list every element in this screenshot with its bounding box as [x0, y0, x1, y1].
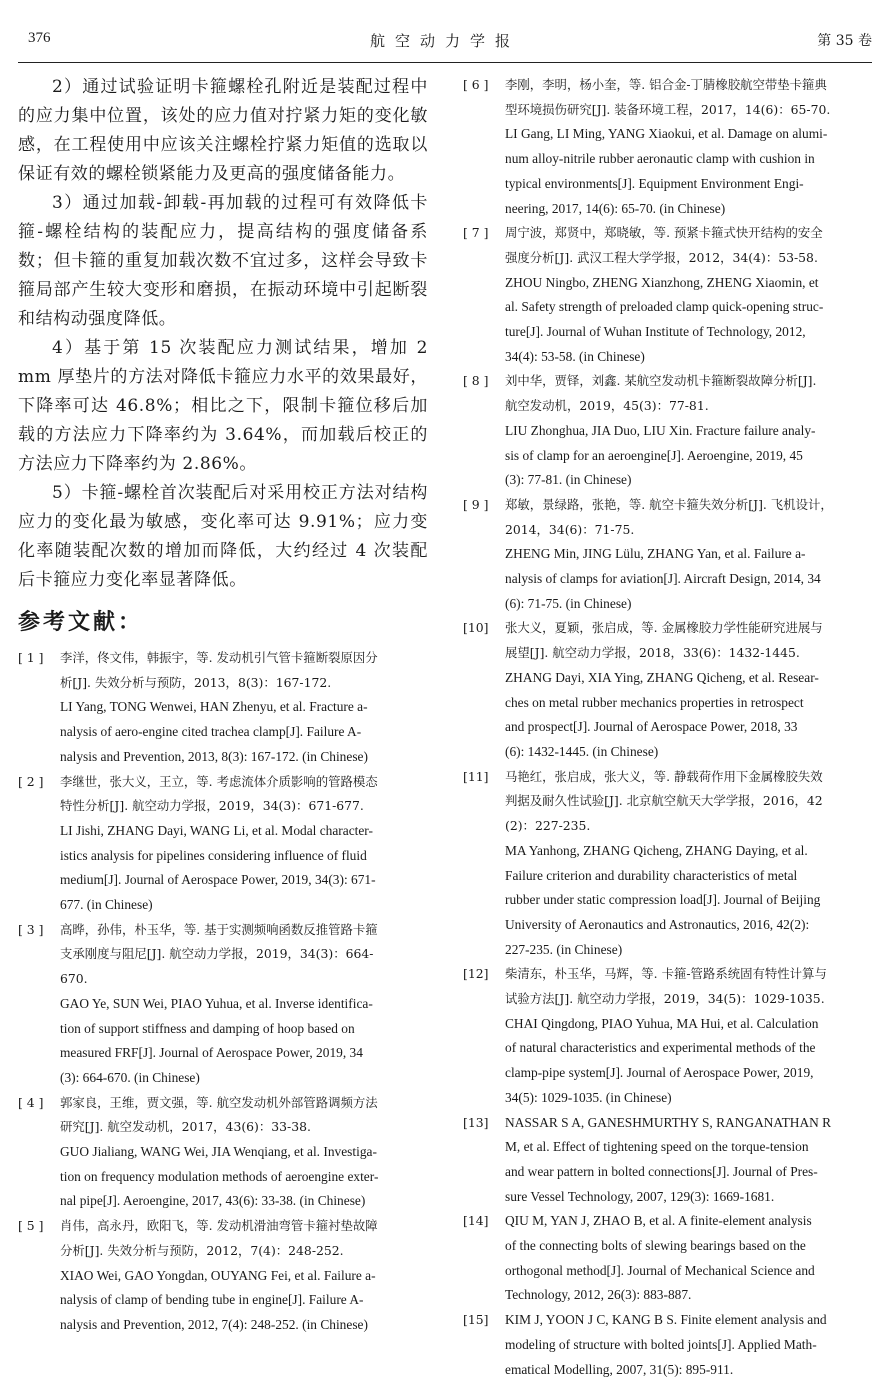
reference-chinese-line: 分析[J]. 失效分析与预防，2012，7(4)：248-252.: [60, 1242, 344, 1258]
reference-chinese-line: 高晔，孙伟，朴玉华，等. 基于实测频响函数反推管路卡箍: [60, 921, 378, 937]
reference-chinese-line: 支承刚度与阻尼[J]. 航空动力学报，2019，34(3)：664-: [60, 946, 374, 962]
reference-chinese-line: 李洋，佟文伟，韩振宇，等. 发动机引气管卡箍断裂原因分: [60, 650, 378, 665]
reference-chinese-line: 2014，34(6)：71-75.: [505, 521, 635, 537]
reference-english-line: Failure criterion and durability characteristics of metal: [505, 867, 798, 883]
reference-number: [12]: [463, 966, 489, 982]
reference-english-line: nalysis of clamps for aviation[J]. Aircraft Design, 2014, 34: [505, 571, 821, 587]
reference-item: [463, 1111, 875, 1210]
reference-english-line: orthogonal method[J]. Journal of Mechanical Science and: [505, 1262, 815, 1278]
reference-english-line: typical environments[J]. Equipment Environment Engi-: [505, 175, 804, 191]
reference-english-line: nalysis of clamp of bending tube in engine[J]. Failure A-: [60, 1292, 364, 1308]
conclusion-paragraph: 2）通过试验证明卡箍螺栓孔附近是装配过程中的应力集中位置，该处的应力值对拧紧力矩的变化敏感，在工程使用中应该关注螺栓拧紧力矩值的选取以保证有效的螺栓锁紧能力及更高的强度储备能力。: [18, 77, 428, 184]
reference-item: [18, 1214, 428, 1338]
reference-chinese-line: 李刚，李明，杨小奎，等. 铝合金-丁腈橡胶航空带垫卡箍典: [505, 77, 827, 92]
reference-number: [ 9 ]: [463, 496, 489, 512]
references-heading: 参考文献：: [18, 610, 144, 635]
reference-english-line: num alloy-nitrile rubber aeronautic clamp with cushion in: [505, 151, 815, 167]
reference-chinese-line: 试验方法[J]. 航空动力学报，2019，34(5)：1029-1035.: [505, 991, 825, 1007]
reference-chinese-line: 郑敏，景绿路，张艳，等. 航空卡箍失效分析[J]. 飞机设计，: [505, 496, 833, 512]
reference-english-line: modeling of structure with bolted joints[J]. Applied Math-: [505, 1336, 817, 1352]
reference-english-line: neering, 2017, 14(6): 65-70. (in Chinese): [505, 200, 726, 216]
reference-chinese-line: 柴清东，朴玉华，马辉，等. 卡箍-管路系统固有特性计算与: [505, 966, 827, 982]
reference-chinese-line: 周宁波，郑贤中，郑晓敏，等. 预紧卡箍式快开结构的安全: [505, 225, 823, 241]
reference-chinese-line: 特性分析[J]. 航空动力学报，2019，34(3)：671-677.: [60, 798, 364, 814]
reference-english-line: GAO Ye, SUN Wei, PIAO Yuhua, et al. Inverse identifica-: [60, 995, 373, 1011]
reference-chinese-line: 郭家良，王维，贾文强，等. 航空发动机外部管路调频方法: [60, 1094, 378, 1110]
reference-english-line: LI Jishi, ZHANG Dayi, WANG Li, et al. Modal character-: [60, 822, 373, 838]
reference-item: [463, 221, 875, 369]
reference-english-line: clamp-pipe system[J]. Journal of Aerospace Power, 2019,: [505, 1065, 814, 1081]
reference-english-line: ZHOU Ningbo, ZHENG Xianzhong, ZHENG Xiaomin, et: [505, 274, 819, 290]
reference-chinese-line: 李继世，张大义，王立，等. 考虑流体介质影响的管路模态: [60, 773, 378, 789]
reference-number: [ 5 ]: [18, 1218, 44, 1234]
reference-english-line: istics analysis for pipelines considering influence of fluid: [60, 847, 367, 863]
reference-chinese-line: 析[J]. 失效分析与预防，2013，8(3)：167-172.: [60, 674, 332, 690]
reference-english-line: (3): 77-81. (in Chinese): [505, 472, 632, 488]
reference-english-line: 227-235. (in Chinese): [505, 941, 623, 957]
reference-item: [463, 73, 875, 221]
conclusion-paragraph: 4）基于第 15 次装配应力测试结果，增加 2 mm 厚垫片的方法对降低卡箍应力水平的效果最好，下降率可达 46.8%；相比之下，限制卡箍位移后加载的方法应力下降率约为 3.64%，而加载后校正的方法应力下降率约为 2.86%。: [18, 338, 428, 474]
reference-english-line: University of Aeronautics and Astronautics, 2016, 42(2):: [505, 916, 810, 932]
reference-item: [463, 1308, 875, 1382]
conclusion-paragraph: 5）卡箍-螺栓首次装配后对采用校正方法对结构应力的变化最为敏感，变化率可达 9.91%；应力变化率随装配次数的增加而降低，大约经过 4 次装配后卡箍应力变化率显著降低。: [18, 483, 428, 590]
reference-english-line: ture[J]. Journal of Wuhan Institute of Technology, 2012,: [505, 324, 806, 340]
reference-english-line: M, et al. Effect of tightening speed on the torque-tension: [505, 1139, 809, 1155]
reference-english-line: sis of clamp for an aeroengine[J]. Aeroengine, 2019, 45: [505, 447, 803, 463]
reference-english-line: nalysis of aero-engine cited trachea clamp[J]. Failure A-: [60, 724, 362, 740]
reference-item: [18, 918, 428, 1091]
reference-number: [15]: [463, 1312, 489, 1328]
reference-item: [463, 493, 875, 617]
reference-english-line: NASSAR S A, GANESHMURTHY S, RANGANATHAN R: [505, 1114, 832, 1130]
reference-chinese-line: 张大义，夏颖，张启成，等. 金属橡胶力学性能研究进展与: [505, 620, 823, 636]
reference-english-line: LIU Zhonghua, JIA Duo, LIU Xin. Fracture failure analy-: [505, 422, 816, 438]
reference-english-line: nal pipe[J]. Aeroengine, 2017, 43(6): 33-38. (in Chinese): [60, 1193, 366, 1209]
reference-english-line: 34(5): 1029-1035. (in Chinese): [505, 1089, 672, 1105]
reference-english-line: Technology, 2012, 26(3): 883-887.: [505, 1287, 692, 1303]
reference-english-line: (3): 664-670. (in Chinese): [60, 1069, 200, 1085]
page-header: [18, 24, 872, 58]
right-column: [463, 73, 875, 1382]
journal-name: 航空动力学报: [369, 32, 520, 50]
left-column: [18, 73, 428, 1338]
reference-item: [463, 1209, 875, 1308]
reference-english-line: LI Gang, LI Ming, YANG Xiaokui, et al. Damage on alumi-: [505, 126, 828, 142]
reference-english-line: QIU M, YAN J, ZHAO B, et al. A finite-element analysis: [505, 1213, 812, 1229]
reference-number: [14]: [463, 1213, 489, 1229]
references-list-left: [18, 646, 428, 1338]
reference-chinese-line: 肖伟，高永丹，欧阳飞，等. 发动机滑油弯管卡箍衬垫故障: [60, 1218, 378, 1234]
reference-number: [ 1 ]: [18, 650, 44, 665]
conclusion-paragraph: 3）通过加载-卸载-再加载的过程可有效降低卡箍-螺栓结构的装配应力，提高结构的强度储备系数；但卡箍的重复加载次数不宜过多，这样会导致卡箍局部产生较大变形和磨损，在振动环境中引起断裂和结构动强度降低。: [18, 193, 428, 329]
reference-english-line: (6): 71-75. (in Chinese): [505, 595, 632, 611]
page-number: 376: [28, 30, 51, 46]
reference-english-line: KIM J, YOON J C, KANG B S. Finite element analysis and: [505, 1312, 827, 1328]
reference-chinese-line: 强度分析[J]. 武汉工程大学学报，2012，34(4)：53-58.: [505, 249, 818, 265]
volume-label: 第 35 卷: [817, 33, 872, 49]
reference-number: [10]: [463, 620, 489, 636]
reference-chinese-line: 670.: [60, 971, 88, 987]
reference-english-line: medium[J]. Journal of Aerospace Power, 2019, 34(3): 671-: [60, 872, 376, 888]
reference-number: [13]: [463, 1114, 489, 1130]
reference-english-line: of natural characteristics and experimental methods of the: [505, 1040, 816, 1056]
reference-chinese-line: 展望[J]. 航空动力学报，2018，33(6)：1432-1445.: [505, 645, 800, 661]
reference-item: [18, 770, 428, 918]
reference-number: [ 2 ]: [18, 773, 44, 789]
reference-english-line: 677. (in Chinese): [60, 897, 153, 913]
reference-english-line: tion of support stiffness and damping of hoop based on: [60, 1020, 355, 1036]
reference-chinese-line: 刘中华，贾铎，刘鑫. 某航空发动机卡箍断裂故障分析[J].: [505, 373, 817, 389]
reference-english-line: MA Yanhong, ZHANG Qicheng, ZHANG Daying, et al.: [505, 842, 808, 858]
reference-english-line: LI Yang, TONG Wenwei, HAN Zhenyu, et al. Fracture a-: [60, 699, 368, 715]
reference-english-line: al. Safety strength of preloaded clamp quick-opening struc-: [505, 299, 824, 315]
reference-english-line: of the connecting bolts of slewing bearings based on the: [505, 1238, 806, 1254]
reference-english-line: nalysis and Prevention, 2013, 8(3): 167-172. (in Chinese): [60, 748, 368, 764]
references-list-right: [463, 73, 875, 1382]
reference-chinese-line: 判据及耐久性试验[J]. 北京航空航天大学学报，2016，42: [505, 793, 823, 809]
reference-english-line: ZHANG Dayi, XIA Ying, ZHANG Qicheng, et al. Resear-: [505, 669, 819, 685]
reference-item: [463, 962, 875, 1110]
reference-english-line: nalysis and Prevention, 2012, 7(4): 248-252. (in Chinese): [60, 1316, 368, 1332]
reference-english-line: CHAI Qingdong, PIAO Yuhua, MA Hui, et al. Calculation: [505, 1015, 819, 1031]
reference-chinese-line: 型环境损伤研究[J]. 装备环境工程，2017，14(6)：65-70.: [505, 101, 831, 117]
reference-item: [463, 616, 875, 764]
reference-english-line: sure Vessel Technology, 2007, 129(3): 1669-1681.: [505, 1188, 775, 1204]
reference-english-line: tion on frequency modulation methods of aeroengine exter-: [60, 1168, 379, 1184]
reference-english-line: 34(4): 53-58. (in Chinese): [505, 348, 645, 364]
reference-item: [18, 1091, 428, 1215]
reference-english-line: ZHENG Min, JING Lülu, ZHANG Yan, et al. Failure a-: [505, 546, 806, 562]
reference-number: [11]: [463, 768, 489, 784]
reference-chinese-line: 航空发动机，2019，45(3)：77-81.: [505, 398, 709, 414]
reference-english-line: and wear pattern in bolted connections[J]. Journal of Pres-: [505, 1163, 818, 1179]
reference-english-line: ematical Modelling, 2007, 31(5): 895-911.: [505, 1361, 734, 1377]
reference-english-line: (6): 1432-1445. (in Chinese): [505, 743, 659, 759]
reference-english-line: and prospect[J]. Journal of Aerospace Power, 2018, 33: [505, 719, 798, 735]
reference-number: [ 4 ]: [18, 1094, 44, 1110]
reference-number: [ 3 ]: [18, 921, 44, 937]
reference-number: [ 7 ]: [463, 225, 489, 241]
reference-number: [ 6 ]: [463, 77, 489, 92]
reference-chinese-line: 马艳红，张启成，张大义，等. 静载荷作用下金属橡胶失效: [505, 768, 823, 784]
reference-english-line: XIAO Wei, GAO Yongdan, OUYANG Fei, et al. Failure a-: [60, 1267, 376, 1283]
reference-english-line: ches on metal rubber mechanics properties in retrospect: [505, 694, 804, 710]
reference-chinese-line: 研究[J]. 航空发动机，2017，43(6)：33-38.: [60, 1119, 311, 1135]
reference-item: [463, 765, 875, 963]
reference-number: [ 8 ]: [463, 373, 489, 389]
reference-english-line: measured FRF[J]. Journal of Aerospace Power, 2019, 34: [60, 1045, 363, 1061]
header-rule: [18, 62, 872, 63]
reference-english-line: rubber under static compression load[J]. Journal of Beijing: [505, 892, 821, 908]
reference-english-line: GUO Jialiang, WANG Wei, JIA Wenqiang, et al. Investiga-: [60, 1144, 377, 1160]
reference-chinese-line: (2)：227-235.: [505, 818, 591, 834]
reference-item: [463, 369, 875, 493]
reference-item: [18, 646, 428, 770]
